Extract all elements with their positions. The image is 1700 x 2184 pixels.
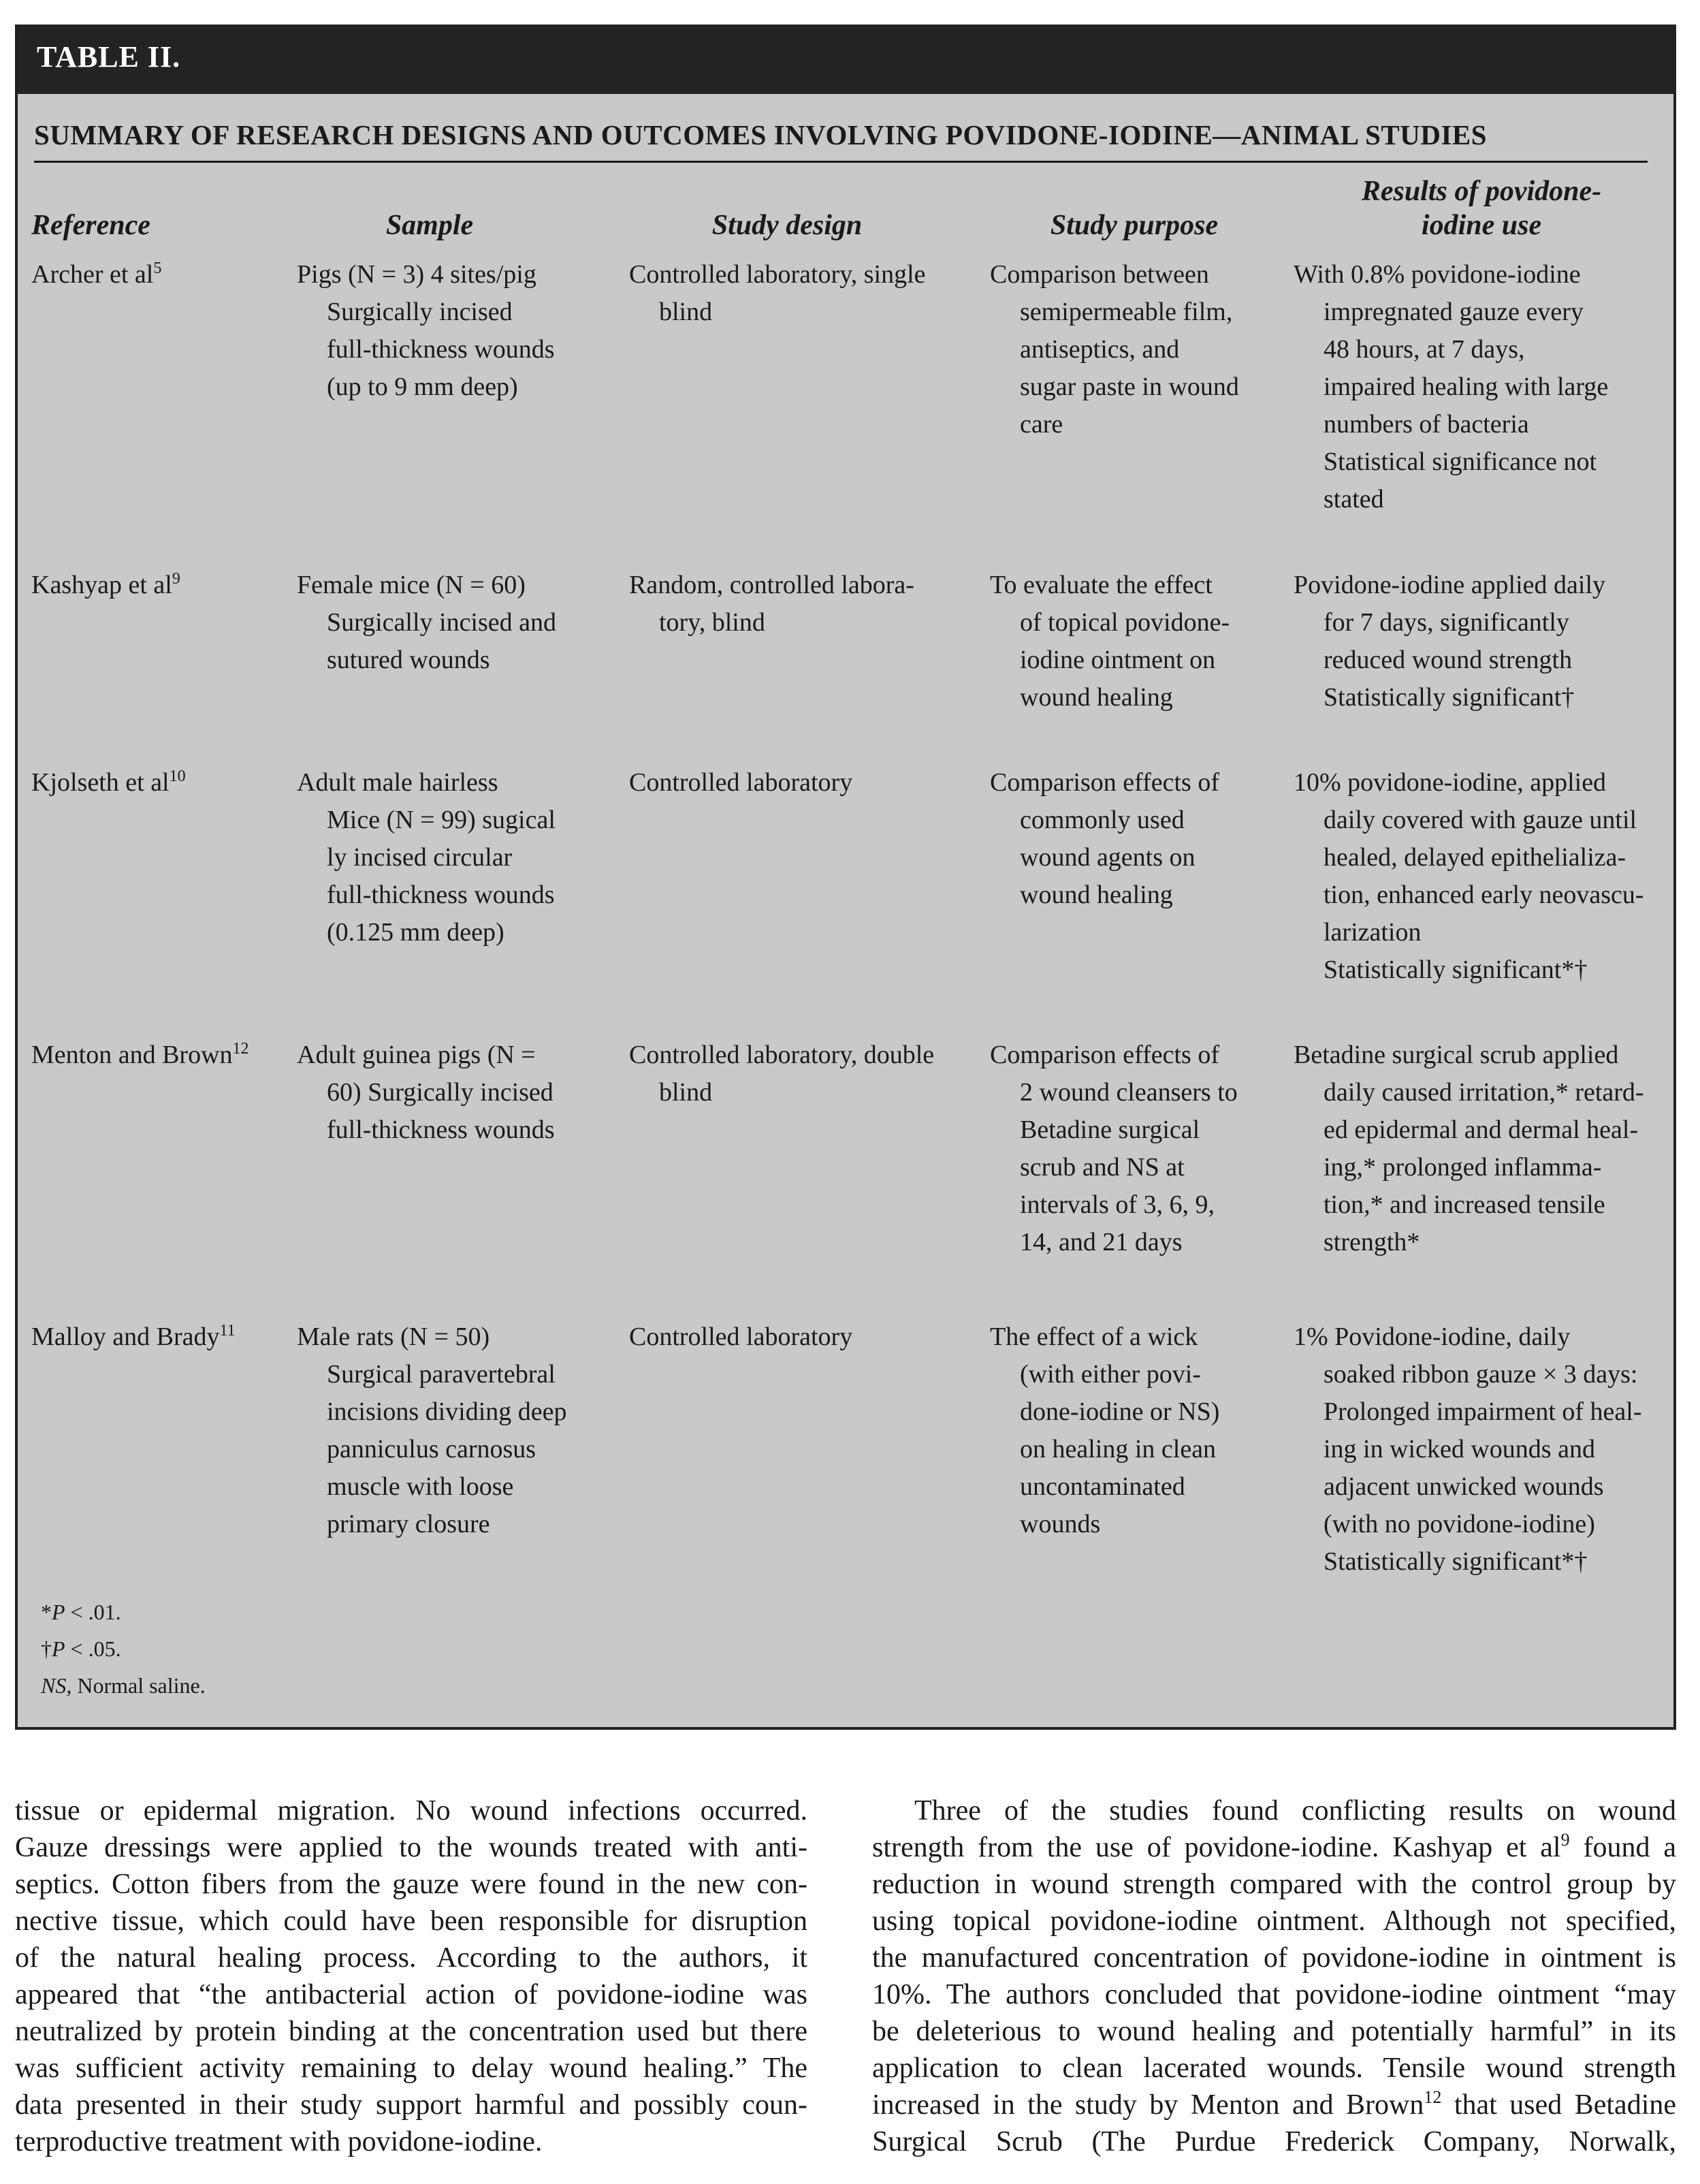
table-cell-ref: Kashyap et $al^9$ — [31, 570, 180, 599]
table-cell-ref: Menton and Brown$^{12}$ — [31, 1040, 249, 1069]
table-cell-design: Controlled laboratory — [629, 768, 853, 797]
table-cell-purpose: Comparison effects of commonly used wound agents on wound healing — [990, 768, 1219, 909]
footnote-1: *P < .01. — [41, 1600, 121, 1624]
table-cell-purpose: The effect of a wick (with either povi- done-iodine or NS) on healing in clean uncontaminated wounds — [990, 1323, 1220, 1538]
table-cell-design: Random, controlled labora- tory, blind — [629, 571, 914, 637]
table-cell-results: Betadine surgical scrub applied daily caused irritation,* retard- ed epidermal and dermal heal- ing,* prolonged inflamma- tion,* and increased tensile strength* — [1294, 1041, 1644, 1256]
body-line: Three of the studies found conflicting results on wound — [914, 1795, 1676, 1826]
body-line: neutralized by protein binding at the concentration used but there — [15, 2016, 807, 2047]
body-line: tissue or epidermal migration. No wound infections occurred. — [15, 1795, 807, 1826]
body-line: increased in the study by Menton and Brown$^{12}$ that used Betadine — [872, 2087, 1677, 2121]
table-cell-purpose: Comparison effects of 2 wound cleansers to Betadine surgical scrub and NS at intervals of 3, 6, 9, 14, and 21 days — [990, 1041, 1238, 1256]
body-line: terproductive treatment with povidone-iodine. — [15, 2126, 543, 2157]
table-title: SUMMARY OF RESEARCH DESIGNS AND OUTCOMES INVOLVING POVIDONE-IODINE—ANIMAL STUDIES — [34, 119, 1488, 151]
table-cell-sample: Adult guinea pigs (N = 60) Surgically incised full-thickness wounds — [297, 1041, 555, 1144]
header-study-purpose: Study purpose — [1050, 210, 1219, 241]
table-cell-sample: Pigs (N = 3) 4 sites/pig Surgically incised full-thickness wounds (up to 9 mm deep) — [297, 260, 555, 401]
header-results-line2: iodine use — [1421, 210, 1542, 241]
table-cell-ref: Kjolseth et $al^{10}$ — [31, 767, 186, 797]
body-line: reduction in wound strength compared with the control group by — [872, 1869, 1676, 1900]
body-line: appeared that “the antibacterial action of povidone-iodine was — [15, 1979, 807, 2010]
footnote-2: †P < .05. — [41, 1636, 121, 1661]
table-cell-purpose: Comparison between semipermeable film, antiseptics, and sugar paste in wound care — [990, 260, 1239, 439]
table-label-bar — [18, 27, 1673, 94]
table-footnotes — [41, 1594, 206, 1704]
table-label: TABLE II. — [37, 40, 181, 74]
table-panel — [15, 25, 1676, 1730]
body-line: application to clean lacerated wounds. Tensile wound strength — [872, 2053, 1676, 2084]
header-reference: Reference — [31, 210, 150, 241]
table-cell-results: 10% povidone-iodine, applied daily covered with gauze until healed, delayed epithelializa- tion, enhanced early neovascu- larization Statistically significant*† — [1294, 768, 1644, 984]
body-line: of the natural healing process. According to the authors, it — [15, 1942, 807, 1974]
table-cell-results: Povidone-iodine applied daily for 7 days, significantly reduced wound strength Statistically significant† — [1294, 571, 1606, 712]
table-cell-ref: Malloy and Brady$^{11}$ — [31, 1322, 236, 1351]
table-cell-results: 1% Povidone-iodine, daily soaked ribbon gauze × 3 days: Prolonged impairment of heal- ing in wicked wounds and adjacent unwicked wounds (with no povidone-iodine) Statistically significant*† — [1294, 1323, 1642, 1576]
table-cell-design: Controlled laboratory, double blind — [629, 1041, 935, 1107]
body-line: using topical povidone-iodine ointment. Although not specified, — [872, 1905, 1676, 1937]
body-line: the manufactured concentration of povidone-iodine in ointment is — [872, 1942, 1676, 1974]
body-line: strength from the use of povidone-iodine. Kashyap et $al^9$ found a — [872, 1830, 1676, 1863]
header-study-design: Study design — [711, 210, 863, 241]
table-cell-purpose: To evaluate the effect of topical povidone- iodine ointment on wound healing — [990, 571, 1230, 712]
table-cell-design: Controlled laboratory, single blind — [629, 260, 926, 326]
body-line: be deleterious to wound healing and potentially harmful” in its — [872, 2016, 1676, 2047]
table-cell-design: Controlled laboratory — [629, 1323, 853, 1351]
footnote-3: NS, Normal saline. — [41, 1673, 206, 1698]
body-line: data presented in their study support harmful and possibly coun- — [15, 2089, 807, 2121]
header-sample: Sample — [385, 210, 474, 241]
table-cell-ref: Archer et $al^5$ — [31, 259, 162, 289]
header-results — [1311, 174, 1652, 242]
body-line: 10%. The authors concluded that povidone-iodine ointment “may — [872, 1979, 1676, 2010]
table-cell-sample: Male rats (N = 50) Surgical paravertebral incisions dividing deep panniculus carnosus muscle with loose primary closure — [297, 1323, 567, 1538]
body-line: Surgical Scrub (The Purdue Frederick Company, Norwalk, — [872, 2126, 1676, 2157]
title-rule — [34, 161, 1648, 163]
body-line: was sufficient activity remaining to delay wound healing.” The — [15, 2053, 807, 2084]
body-line: Gauze dressings were applied to the wounds treated with anti- — [15, 1832, 807, 1863]
body-line: nective tissue, which could have been responsible for disruption — [15, 1905, 807, 1937]
header-results-line1: Results of povidone- — [1361, 176, 1602, 207]
body-column-right — [872, 1792, 1676, 2160]
body-column-left — [15, 1792, 807, 2160]
table-cell-sample: Adult male hairless Mice (N = 99) sugical ly incised circular full-thickness wounds (0.125 mm deep) — [297, 768, 556, 947]
table-cell-results: With 0.8% povidone-iodine impregnated gauze every 48 hours, at 7 days, impaired healing with large numbers of bacteria Statistical significance not stated — [1294, 260, 1609, 513]
table-cell-sample: Female mice (N = 60) Surgically incised and sutured wounds — [297, 571, 557, 674]
body-line: septics. Cotton fibers from the gauze were found in the new con- — [15, 1869, 807, 1900]
